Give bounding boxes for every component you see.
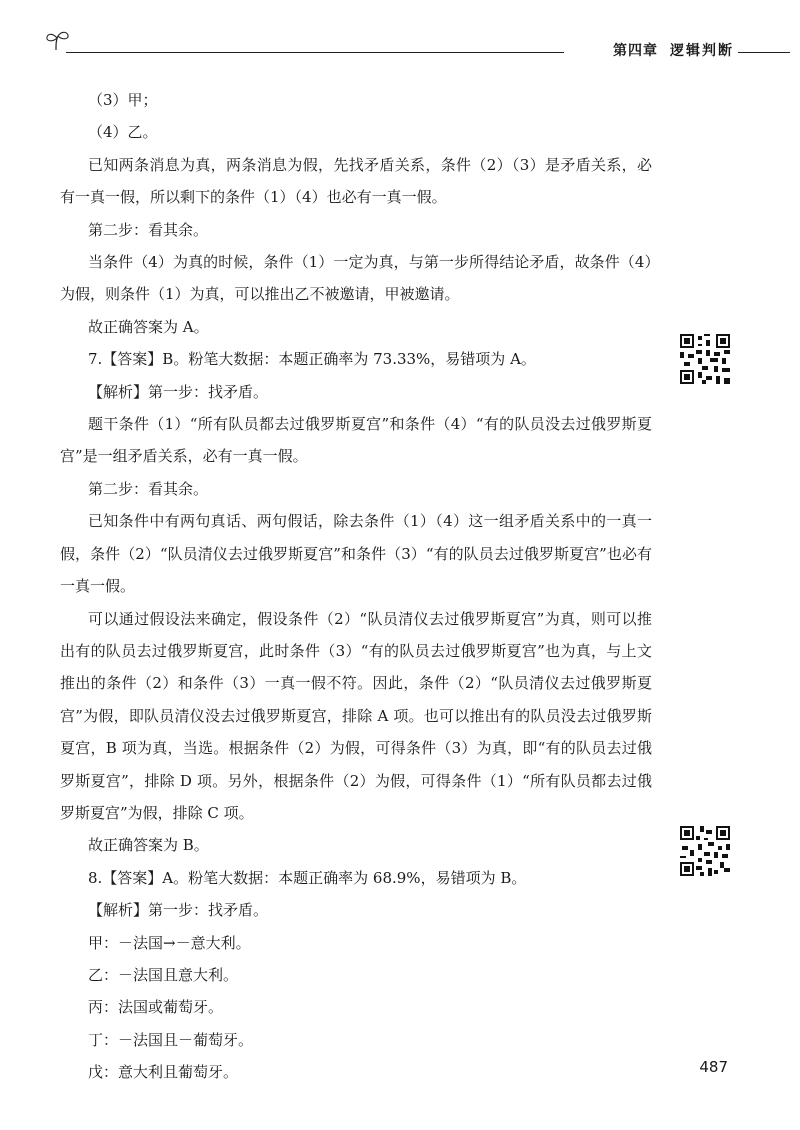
paragraph: 题干条件（1）“所有队员都去过俄罗斯夏宫”和条件（4）“有的队员没去过俄罗斯夏宫”是一组矛盾关系，必有一真一假。 [60,415,652,466]
paragraph: 当条件（4）为真的时候，条件（1）一定为真，与第一步所得结论矛盾，故条件（4）为假，则条件（1）为真，可以推出乙不被邀请，甲被邀请。 [60,253,652,304]
paragraph: 甲：－法国→－意大利。 [88,933,251,952]
body-text [60,84,652,1089]
header-rule-tail [738,52,790,53]
paragraph: （3）甲； [88,91,158,109]
qr-code-icon[interactable] [680,334,730,384]
analysis-8-heading: 【解析】第一步：找矛盾。 [88,901,269,920]
running-header [44,26,790,60]
paragraph: 丁：－法国且－葡萄牙。 [88,1030,254,1049]
paragraph: 乙：－法国且意大利。 [88,965,239,984]
paragraph: 故正确答案为 B。 [88,836,209,855]
paragraph: 故正确答案为 A。 [88,317,209,336]
section-title: 逻辑判断 [670,43,734,59]
paragraph: 已知条件中有两句真话、两句假话，除去条件（1）（4）这一组矛盾关系中的一真一假，条件（2）“队员清仪去过俄罗斯夏宫”和条件（3）“有的队员去过俄罗斯夏宫”也必有一真一假。 [60,512,652,596]
page-number: 487 [699,1058,728,1076]
answer-8: 8.【答案】A。粉笔大数据：本题正确率为 68.9%，易错项为 B。 [88,868,527,887]
answer-7: 7.【答案】B。粉笔大数据：本题正确率为 73.33%，易错项为 A。 [88,350,536,369]
paragraph: （4）乙。 [88,123,158,142]
paragraph: 丙：法国或葡萄牙。 [88,998,224,1017]
header-rule [66,52,564,53]
chapter-title: 第四章 [613,43,658,59]
paragraph: 戊：意大利且葡萄牙。 [88,1063,239,1082]
paragraph: 第二步：看其余。 [88,220,209,239]
analysis-7-heading: 【解析】第一步：找矛盾。 [88,382,269,401]
paragraph: 第二步：看其余。 [88,479,209,498]
qr-code-icon[interactable] [680,826,730,876]
paragraph: 已知两条消息为真，两条消息为假，先找矛盾关系，条件（2）（3）是矛盾关系，必有一真一假，所以剩下的条件（1）（4）也必有一真一假。 [60,155,652,207]
paragraph: 可以通过假设法来确定，假设条件（2）“队员清仪去过俄罗斯夏宫”为真，则可以推出有的队员去过俄罗斯夏宫，此时条件（3）“有的队员去过俄罗斯夏宫”也为真，与上文推出的条件（2）和条件（3）一真一假不符。因此，条件（2）“队员清仪去过俄罗斯夏宫”为假，即队员清仪没去过俄罗斯夏宫，排除 A 项。也可以推出有的队员没去过俄罗斯夏宫，B 项为真，当选。根据条件（2）为假，可得条件（3）为真，即“有的队员去过俄罗斯夏宫”，排除 D 项。另外，根据条件（2）为假，可得条件（1）“所有队员都去过俄罗斯夏宫”为假，排除 C 项。 [60,609,652,822]
sprout-icon [44,30,72,52]
